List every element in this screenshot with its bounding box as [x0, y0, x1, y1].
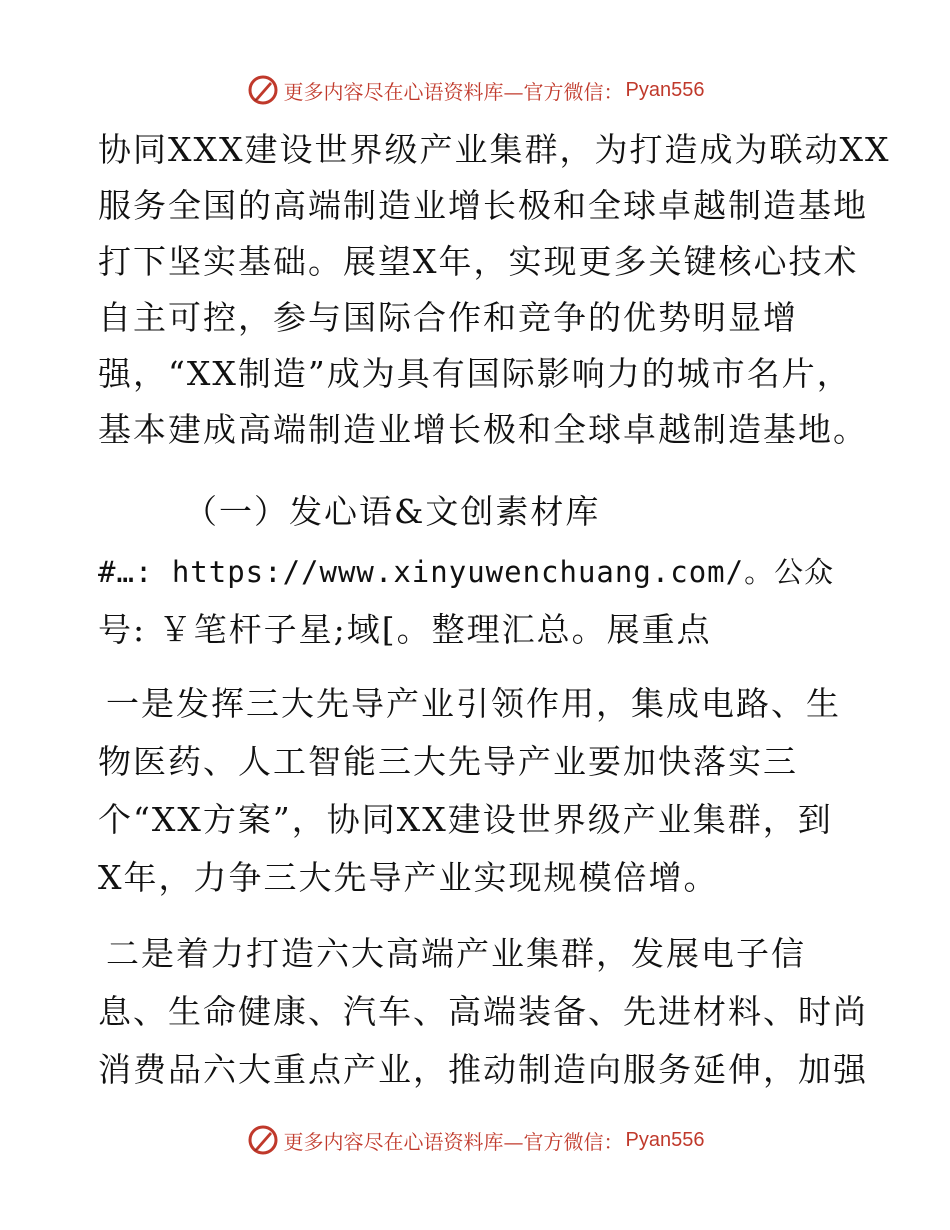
paragraph-line: #…: https://www.xinyuwenchuang.com/。公众 — [98, 555, 835, 589]
footer-watermark-banner — [0, 1120, 950, 1160]
paragraph-line: 号: ￥笔杆子星;域[。整理汇总。展重点 — [98, 610, 712, 649]
footer-wechat-id: Pyan556 — [625, 1128, 705, 1151]
paragraph-line: 二是着力打造六大高端产业集群，发展电子信 — [106, 934, 806, 973]
quill-logo-icon — [246, 73, 280, 107]
quill-logo-icon — [246, 1123, 280, 1157]
paragraph-line: 强，“XX制造”成为具有国际影响力的城市名片， — [98, 354, 852, 393]
paragraph-line: 个“XX方案”，协同XX建设世界级产业集群，到 — [98, 800, 833, 839]
paragraph-line: 服务全国的高端制造业增长极和全球卓越制造基地 — [98, 186, 868, 225]
paragraph-line: 物医药、人工智能三大先导产业要加快落实三 — [98, 742, 798, 781]
paragraph-line: 一是发挥三大先导产业引领作用，集成电路、生 — [106, 684, 841, 723]
section-heading: （一）发心语&文创素材库 — [184, 492, 601, 531]
header-wechat-id: Pyan556 — [625, 78, 705, 101]
paragraph-line: 消费品六大重点产业，推动制造向服务延伸，加强 — [98, 1050, 868, 1089]
header-banner-text: 更多内容尽在心语资料库—官方微信： — [283, 79, 624, 104]
paragraph-line: 打下坚实基础。展望X年，实现更多关键核心技术 — [98, 242, 859, 281]
paragraph-line: 息、生命健康、汽车、高端装备、先进材料、时尚 — [98, 992, 868, 1031]
header-watermark-banner — [0, 70, 950, 110]
paragraph-line: 协同XXX建设世界级产业集群，为打造成为联动XX — [98, 130, 891, 169]
paragraph-line: 基本建成高端制造业增长极和全球卓越制造基地。 — [98, 410, 868, 449]
paragraph-line: 自主可控，参与国际合作和竞争的优势明显增 — [98, 298, 798, 337]
footer-banner-text: 更多内容尽在心语资料库—官方微信： — [283, 1129, 624, 1154]
paragraph-line: X年，力争三大先导产业实现规模倍增。 — [98, 858, 719, 897]
